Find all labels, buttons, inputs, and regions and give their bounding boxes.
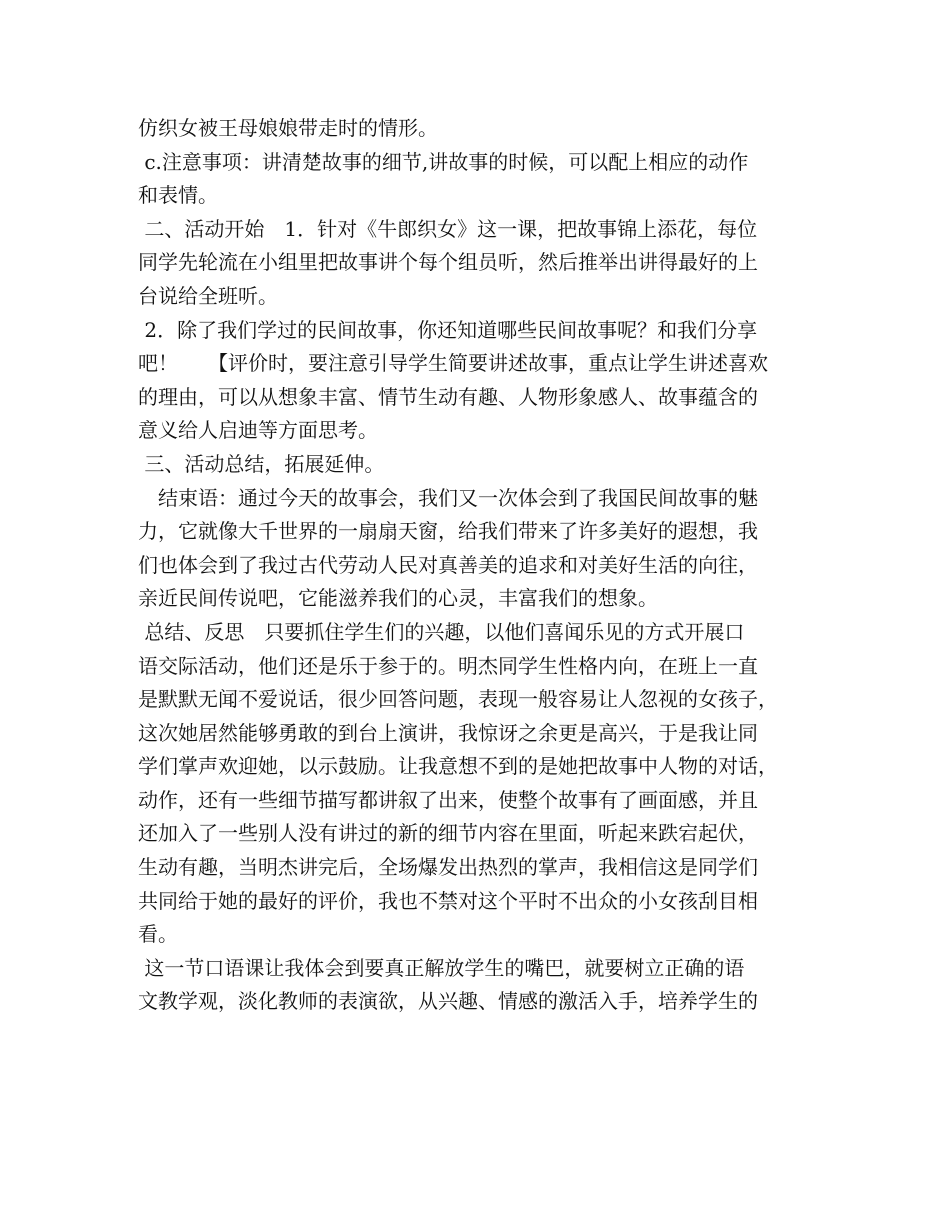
text-line: 2．除了我们学过的民间故事，你还知道哪些民间故事呢？和我们分享 (138, 317, 758, 342)
text-line: 这一节口语课让我体会到要真正解放学生的嘴巴，就要树立正确的语 (138, 955, 745, 980)
text-line: 学们掌声欢迎她，以示鼓励。让我意想不到的是她把故事中人物的对话， (138, 754, 778, 779)
document-body (138, 112, 818, 1019)
text-line: 是默默无闻不爱说话，很少回答问题，表现一般容易让人忽视的女孩子， (138, 687, 778, 712)
text-line: c.注意事项：讲清楚故事的细节,讲故事的时候，可以配上相应的动作 (138, 149, 749, 174)
text-line: 这次她居然能够勇敢的到台上演讲，我惊讶之余更是高兴，于是我让同 (138, 720, 758, 745)
text-line: 意义给人启迪等方面思考。 (138, 418, 378, 443)
text-line: 们也体会到了我过古代劳动人民对真善美的追求和对美好生活的向往， (138, 552, 758, 577)
text-line: 亲近民间传说吧，它能滋养我们的心灵，丰富我们的想象。 (138, 586, 658, 611)
text-line: 的理由，可以从想象丰富、情节生动有趣、人物形象感人、故事蕴含的 (138, 384, 758, 409)
text-line: 生动有趣，当明杰讲完后，全场爆发出热烈的掌声，我相信这是同学们 (138, 855, 758, 880)
text-line: 同学先轮流在小组里把故事讲个每个组员听，然后推举出讲得最好的上 (138, 250, 758, 275)
text-line: 三、活动总结，拓展延伸。 (138, 451, 385, 476)
text-line: 力，它就像大千世界的一扇扇天窗，给我们带来了许多美好的遐想，我 (138, 519, 758, 544)
text-line: 和表情。 (138, 183, 218, 208)
text-line: 结束语：通过今天的故事会，我们又一次体会到了我国民间故事的魅 (138, 485, 758, 510)
text-line: 二、活动开始 1．针对《牛郎织女》这一课，把故事锦上添花，每位 (138, 216, 758, 241)
text-line: 语交际活动，他们还是乐于参于的。明杰同学生性格内向，在班上一直 (138, 653, 758, 678)
text-line: 还加入了一些别人没有讲过的新的细节内容在里面，听起来跌宕起伏， (138, 821, 758, 846)
text-line: 仿织女被王母娘娘带走时的情形。 (138, 116, 438, 140)
text-line: 总结、反思 只要抓住学生们的兴趣，以他们喜闻乐见的方式开展口 (138, 619, 745, 644)
text-line: 文教学观，淡化教师的表演欲，从兴趣、情感的激活入手，培养学生的 (138, 989, 758, 1014)
text-line: 动作，还有一些细节描写都讲叙了出来，使整个故事有了画面感，并且 (138, 787, 758, 812)
text-line: 吧！ 【评价时，要注意引导学生简要讲述故事，重点让学生讲述喜欢 (138, 351, 768, 376)
text-line: 台说给全班听。 (138, 283, 278, 308)
text-line: 看。 (138, 922, 178, 947)
text-line: 共同给于她的最好的评价，我也不禁对这个平时不出众的小女孩刮目相 (138, 888, 758, 913)
